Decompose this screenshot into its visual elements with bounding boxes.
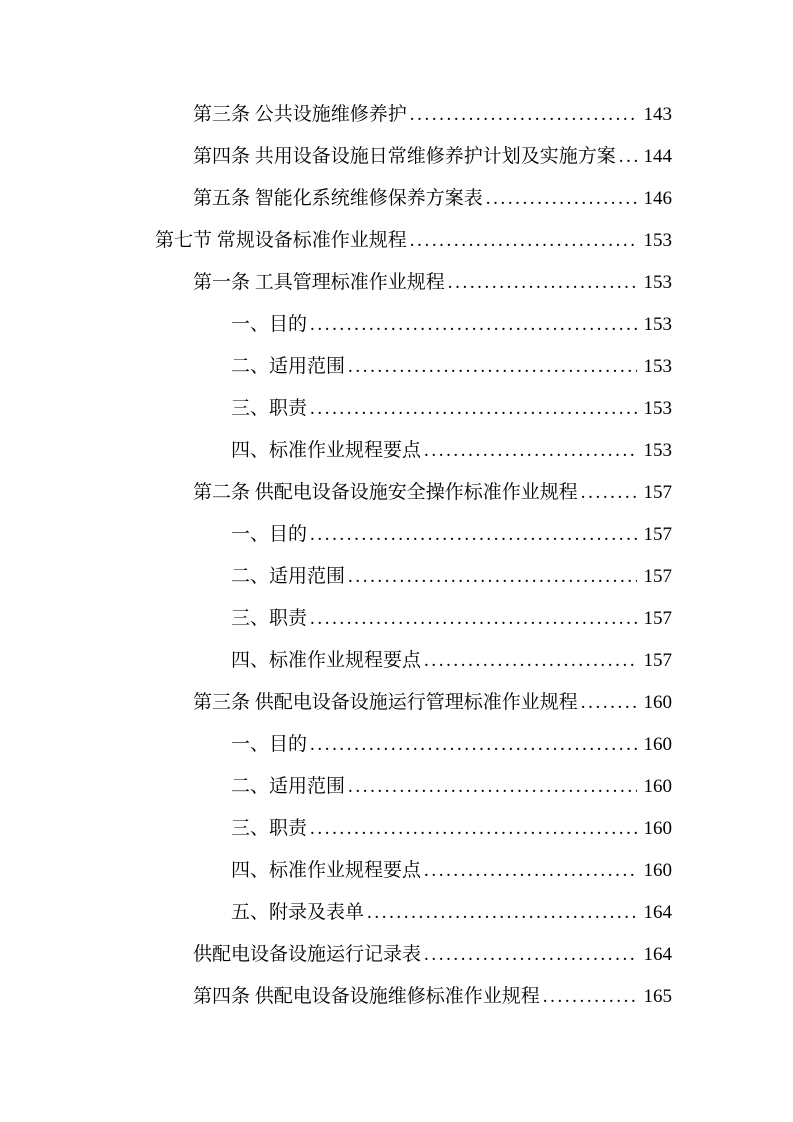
- toc-page-number: 160: [643, 818, 672, 839]
- toc-dot-leader: [310, 304, 636, 346]
- toc-page-number: 153: [643, 230, 672, 251]
- toc-entry[interactable]: [155, 976, 672, 1018]
- toc-dot-leader: [448, 262, 637, 304]
- toc-entry[interactable]: [155, 94, 672, 136]
- toc-dot-leader: [486, 178, 637, 220]
- toc-entry[interactable]: [155, 724, 672, 766]
- toc-entry[interactable]: [155, 262, 672, 304]
- toc-dot-leader: [367, 892, 636, 934]
- toc-entry-label: 二、适用范围: [231, 566, 346, 587]
- toc-entry[interactable]: [155, 850, 672, 892]
- toc-entry-label: 三、职责: [231, 608, 308, 629]
- toc-entry-label: 供配电设备设施运行记录表: [193, 944, 422, 965]
- toc-page-number: 160: [643, 776, 672, 797]
- toc-entry-label: 三、职责: [231, 398, 308, 419]
- toc-entry-label: 三、职责: [231, 818, 308, 839]
- toc-dot-leader: [310, 724, 636, 766]
- toc-dot-leader: [348, 346, 636, 388]
- toc-dot-leader: [424, 934, 636, 976]
- toc-dot-leader: [310, 598, 636, 640]
- toc-dot-leader: [619, 136, 637, 178]
- toc-entry-label: 二、适用范围: [231, 356, 346, 377]
- toc-entry-label: 第七节 常规设备标准作业规程: [155, 230, 407, 251]
- toc-entry-label: 第一条 工具管理标准作业规程: [193, 272, 445, 293]
- toc-entry[interactable]: [155, 136, 672, 178]
- table-of-contents: [155, 94, 672, 1018]
- toc-entry-label: 第四条 共用设备设施日常维修养护计划及实施方案: [193, 146, 616, 167]
- toc-page-number: 160: [643, 692, 672, 713]
- toc-entry-label: 二、适用范围: [231, 776, 346, 797]
- toc-entry[interactable]: [155, 766, 672, 808]
- toc-entry-label: 四、标准作业规程要点: [231, 440, 422, 461]
- toc-page-number: 153: [643, 272, 672, 293]
- toc-dot-leader: [348, 556, 636, 598]
- toc-page-number: 165: [643, 986, 672, 1007]
- toc-entry-label: 四、标准作业规程要点: [231, 860, 422, 881]
- toc-entry-label: 第三条 公共设施维修养护: [193, 104, 407, 125]
- toc-page-number: 157: [643, 566, 672, 587]
- toc-dot-leader: [410, 94, 637, 136]
- toc-entry-label: 第二条 供配电设备设施安全操作标准作业规程: [193, 482, 578, 503]
- toc-page-number: 143: [643, 104, 672, 125]
- toc-dot-leader: [424, 430, 636, 472]
- toc-entry[interactable]: [155, 430, 672, 472]
- toc-entry[interactable]: [155, 598, 672, 640]
- toc-page-number: 157: [643, 650, 672, 671]
- toc-page-number: 144: [643, 146, 672, 167]
- toc-page-number: 157: [643, 524, 672, 545]
- toc-dot-leader: [310, 808, 636, 850]
- toc-entry-label: 一、目的: [231, 734, 308, 755]
- toc-dot-leader: [310, 388, 636, 430]
- toc-page-number: 153: [643, 440, 672, 461]
- toc-entry[interactable]: [155, 808, 672, 850]
- toc-dot-leader: [410, 220, 637, 262]
- toc-page-number: 160: [643, 734, 672, 755]
- toc-entry-label: 第五条 智能化系统维修保养方案表: [193, 188, 483, 209]
- toc-page-number: 164: [643, 944, 672, 965]
- toc-entry[interactable]: [155, 556, 672, 598]
- toc-page-number: 160: [643, 860, 672, 881]
- toc-page-number: 157: [643, 608, 672, 629]
- toc-page-number: 157: [643, 482, 672, 503]
- toc-entry-label: 一、目的: [231, 314, 308, 335]
- toc-page-number: 153: [643, 356, 672, 377]
- toc-entry[interactable]: [155, 220, 672, 262]
- toc-dot-leader: [310, 514, 636, 556]
- toc-entry[interactable]: [155, 346, 672, 388]
- toc-page-number: 153: [643, 398, 672, 419]
- toc-dot-leader: [581, 472, 637, 514]
- toc-entry[interactable]: [155, 472, 672, 514]
- toc-entry[interactable]: [155, 514, 672, 556]
- toc-page-number: 164: [643, 902, 672, 923]
- toc-page-number: 153: [643, 314, 672, 335]
- toc-dot-leader: [348, 766, 636, 808]
- toc-entry[interactable]: [155, 304, 672, 346]
- toc-entry-label: 第四条 供配电设备设施维修标准作业规程: [193, 986, 540, 1007]
- toc-entry[interactable]: [155, 682, 672, 724]
- toc-entry[interactable]: [155, 934, 672, 976]
- toc-entry[interactable]: [155, 640, 672, 682]
- toc-page-number: 146: [643, 188, 672, 209]
- toc-entry[interactable]: [155, 892, 672, 934]
- toc-dot-leader: [424, 640, 636, 682]
- toc-dot-leader: [424, 850, 636, 892]
- toc-entry-label: 四、标准作业规程要点: [231, 650, 422, 671]
- toc-entry-label: 一、目的: [231, 524, 308, 545]
- toc-dot-leader: [543, 976, 637, 1018]
- toc-entry-label: 第三条 供配电设备设施运行管理标准作业规程: [193, 692, 578, 713]
- toc-entry[interactable]: [155, 388, 672, 430]
- toc-entry[interactable]: [155, 178, 672, 220]
- toc-entry-label: 五、附录及表单: [231, 902, 365, 923]
- toc-dot-leader: [581, 682, 637, 724]
